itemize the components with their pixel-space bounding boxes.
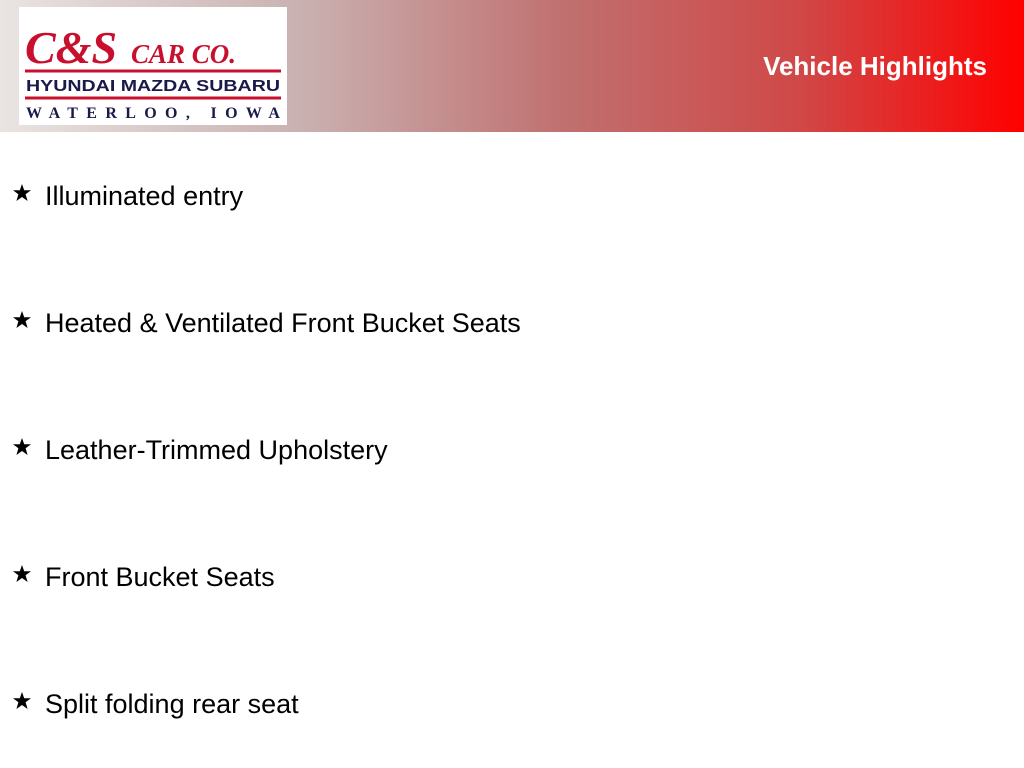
star-icon [12,691,32,711]
dealer-logo [19,7,287,125]
star-icon [12,564,32,584]
highlight-item [12,179,243,213]
highlight-item [12,560,275,594]
svg-text:CAR CO.: CAR CO. [131,39,237,69]
highlight-item [12,306,521,340]
highlight-item [12,687,299,721]
svg-text:HYUNDAI MAZDA SUBARU: HYUNDAI MAZDA SUBARU [26,78,280,95]
highlight-label: Split folding rear seat [45,688,299,719]
star-icon [12,310,32,330]
page-title: Vehicle Highlights [763,51,987,81]
highlight-label: Front Bucket Seats [45,561,275,592]
header-banner [0,0,1024,132]
highlight-label: Heated & Ventilated Front Bucket Seats [45,307,521,338]
svg-text:WATERLOO, IOWA: WATERLOO, IOWA [26,105,280,122]
highlight-label: Illuminated entry [45,180,244,211]
svg-text:C&S: C&S [25,22,118,73]
star-icon [12,183,32,203]
highlight-label: Leather-Trimmed Upholstery [45,434,388,465]
star-icon [12,437,32,457]
highlight-item [12,433,388,467]
